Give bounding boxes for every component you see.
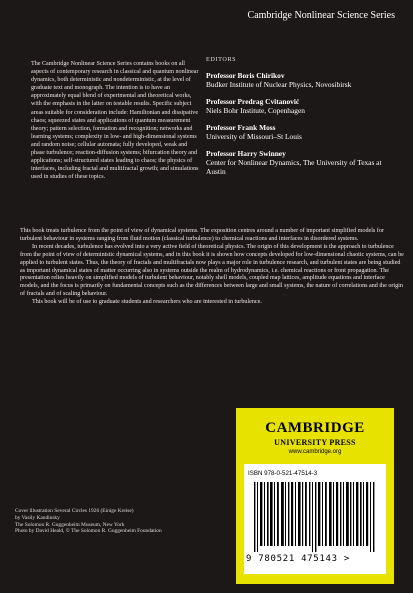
series-description: The Cambridge Nonlinear Science Series contains books on all aspects of contemporary research in classical and quantum nonlinear dynamics, both deterministic and nondeterministic, at the level of graduate text and monograph. The intention is to have an approximately equal blend of experimental and theoretical works, with the emphasis in the latter on testable results. Specific subject areas suitable for consideration include: Hamiltonian and dissipative chaos; squeezed states and applications of quantum measurement theory; pattern selection, formation and recognition; networks and learning systems; complexity in low- and high-dimensional systems and random noise; cellular automata; fully developed, weak and phase turbulence; reaction-diffusion systems; bifurcation theory and applications; self-structured states leading to chaos; the physics of interfaces, including fractal and multifractal growth; and simulations used in studies of these topics.	[31, 61, 199, 181]
editor-entry	[206, 97, 396, 115]
series-header	[0, 0, 413, 24]
blurb-paragraph: In recent decades, turbulence has evolved into a very active field of theoretical physics. The origin of this development is the approach to turbulence from the point of view of deterministic dynamical systems, and in this book it is shown how concepts developed for low-dimensional chaotic systems, can be applied to turbulent states. Thus, the theory of fractals and multifractals now plays a major role in turbulence research, and turbulent states are being studied as important dynamical states of matter occurring also in systems outside the realm of hydrodynamics, i.e. chemical reactions or front propagation. The presentation relies heavily on simplified models of turbulent behaviour, notably shell models, coupled map lattices, amplitude equations and interface models, and the focus is primarily on fundamental concepts such as the differences between large and small systems, the nature of correlations and the origin of fractals and of scaling behaviour.	[20, 243, 404, 298]
series-title: Cambridge Nonlinear Science Series	[247, 10, 395, 21]
editor-entry	[206, 149, 396, 176]
editor-affiliation: Budker Institute of Nuclear Physics, Novosibirsk	[206, 80, 352, 89]
editor-name: Professor Frank Moss	[206, 123, 276, 132]
credit-line: Cover illustration Several Circles 1926 (Einige Kreise)	[15, 508, 134, 514]
publisher-subtitle: UNIVERSITY PRESS	[274, 438, 356, 447]
publisher-name: CAMBRIDGE	[265, 420, 365, 436]
editor-affiliation: Center for Nonlinear Dynamics, The University of Texas at Austin	[206, 158, 382, 176]
book-blurb	[20, 228, 404, 307]
credit-line: by Vasily Kandinsky	[15, 514, 60, 521]
credit-line: The Solomon R. Guggenheim Museum, New York	[15, 521, 125, 528]
publisher-box	[236, 408, 394, 584]
editor-entry	[206, 71, 396, 89]
editors-panel	[206, 56, 396, 184]
editors-label: EDITORS	[206, 56, 237, 63]
editor-entry	[206, 123, 396, 141]
editor-affiliation: University of Missouri–St Louis	[206, 132, 302, 141]
credit-line: Photo by David Heald, © The Solomon R. Guggenheim Foundation	[15, 528, 162, 535]
editor-name: Professor Predrag Cvitanović	[206, 97, 300, 106]
editor-affiliation: Niels Bohr Institute, Copenhagen	[206, 106, 305, 115]
cover-credits	[15, 508, 235, 535]
editor-name: Professor Boris Chirikov	[206, 71, 285, 80]
blurb-paragraph: This book will be of use to graduate students and researchers who are interested in turbulence.	[32, 299, 262, 306]
blurb-paragraph: This book treats turbulence from the point of view of dynamical systems. The exposition centres around a number of important simplified models for turbulent behaviour in systems ranging from fluid motion (classical turbulence) to chemical reactions and interfaces in disordered systems.	[20, 228, 384, 242]
barcode-digits: 9 780521 475143 >	[246, 554, 351, 564]
barcode-icon	[248, 482, 382, 552]
isbn-text: ISBN 978-0-521-47514-3	[248, 470, 318, 477]
editor-name: Professor Harry Swinney	[206, 149, 286, 158]
barcode-panel	[244, 464, 386, 574]
publisher-url: www.cambridge.org	[288, 449, 342, 455]
